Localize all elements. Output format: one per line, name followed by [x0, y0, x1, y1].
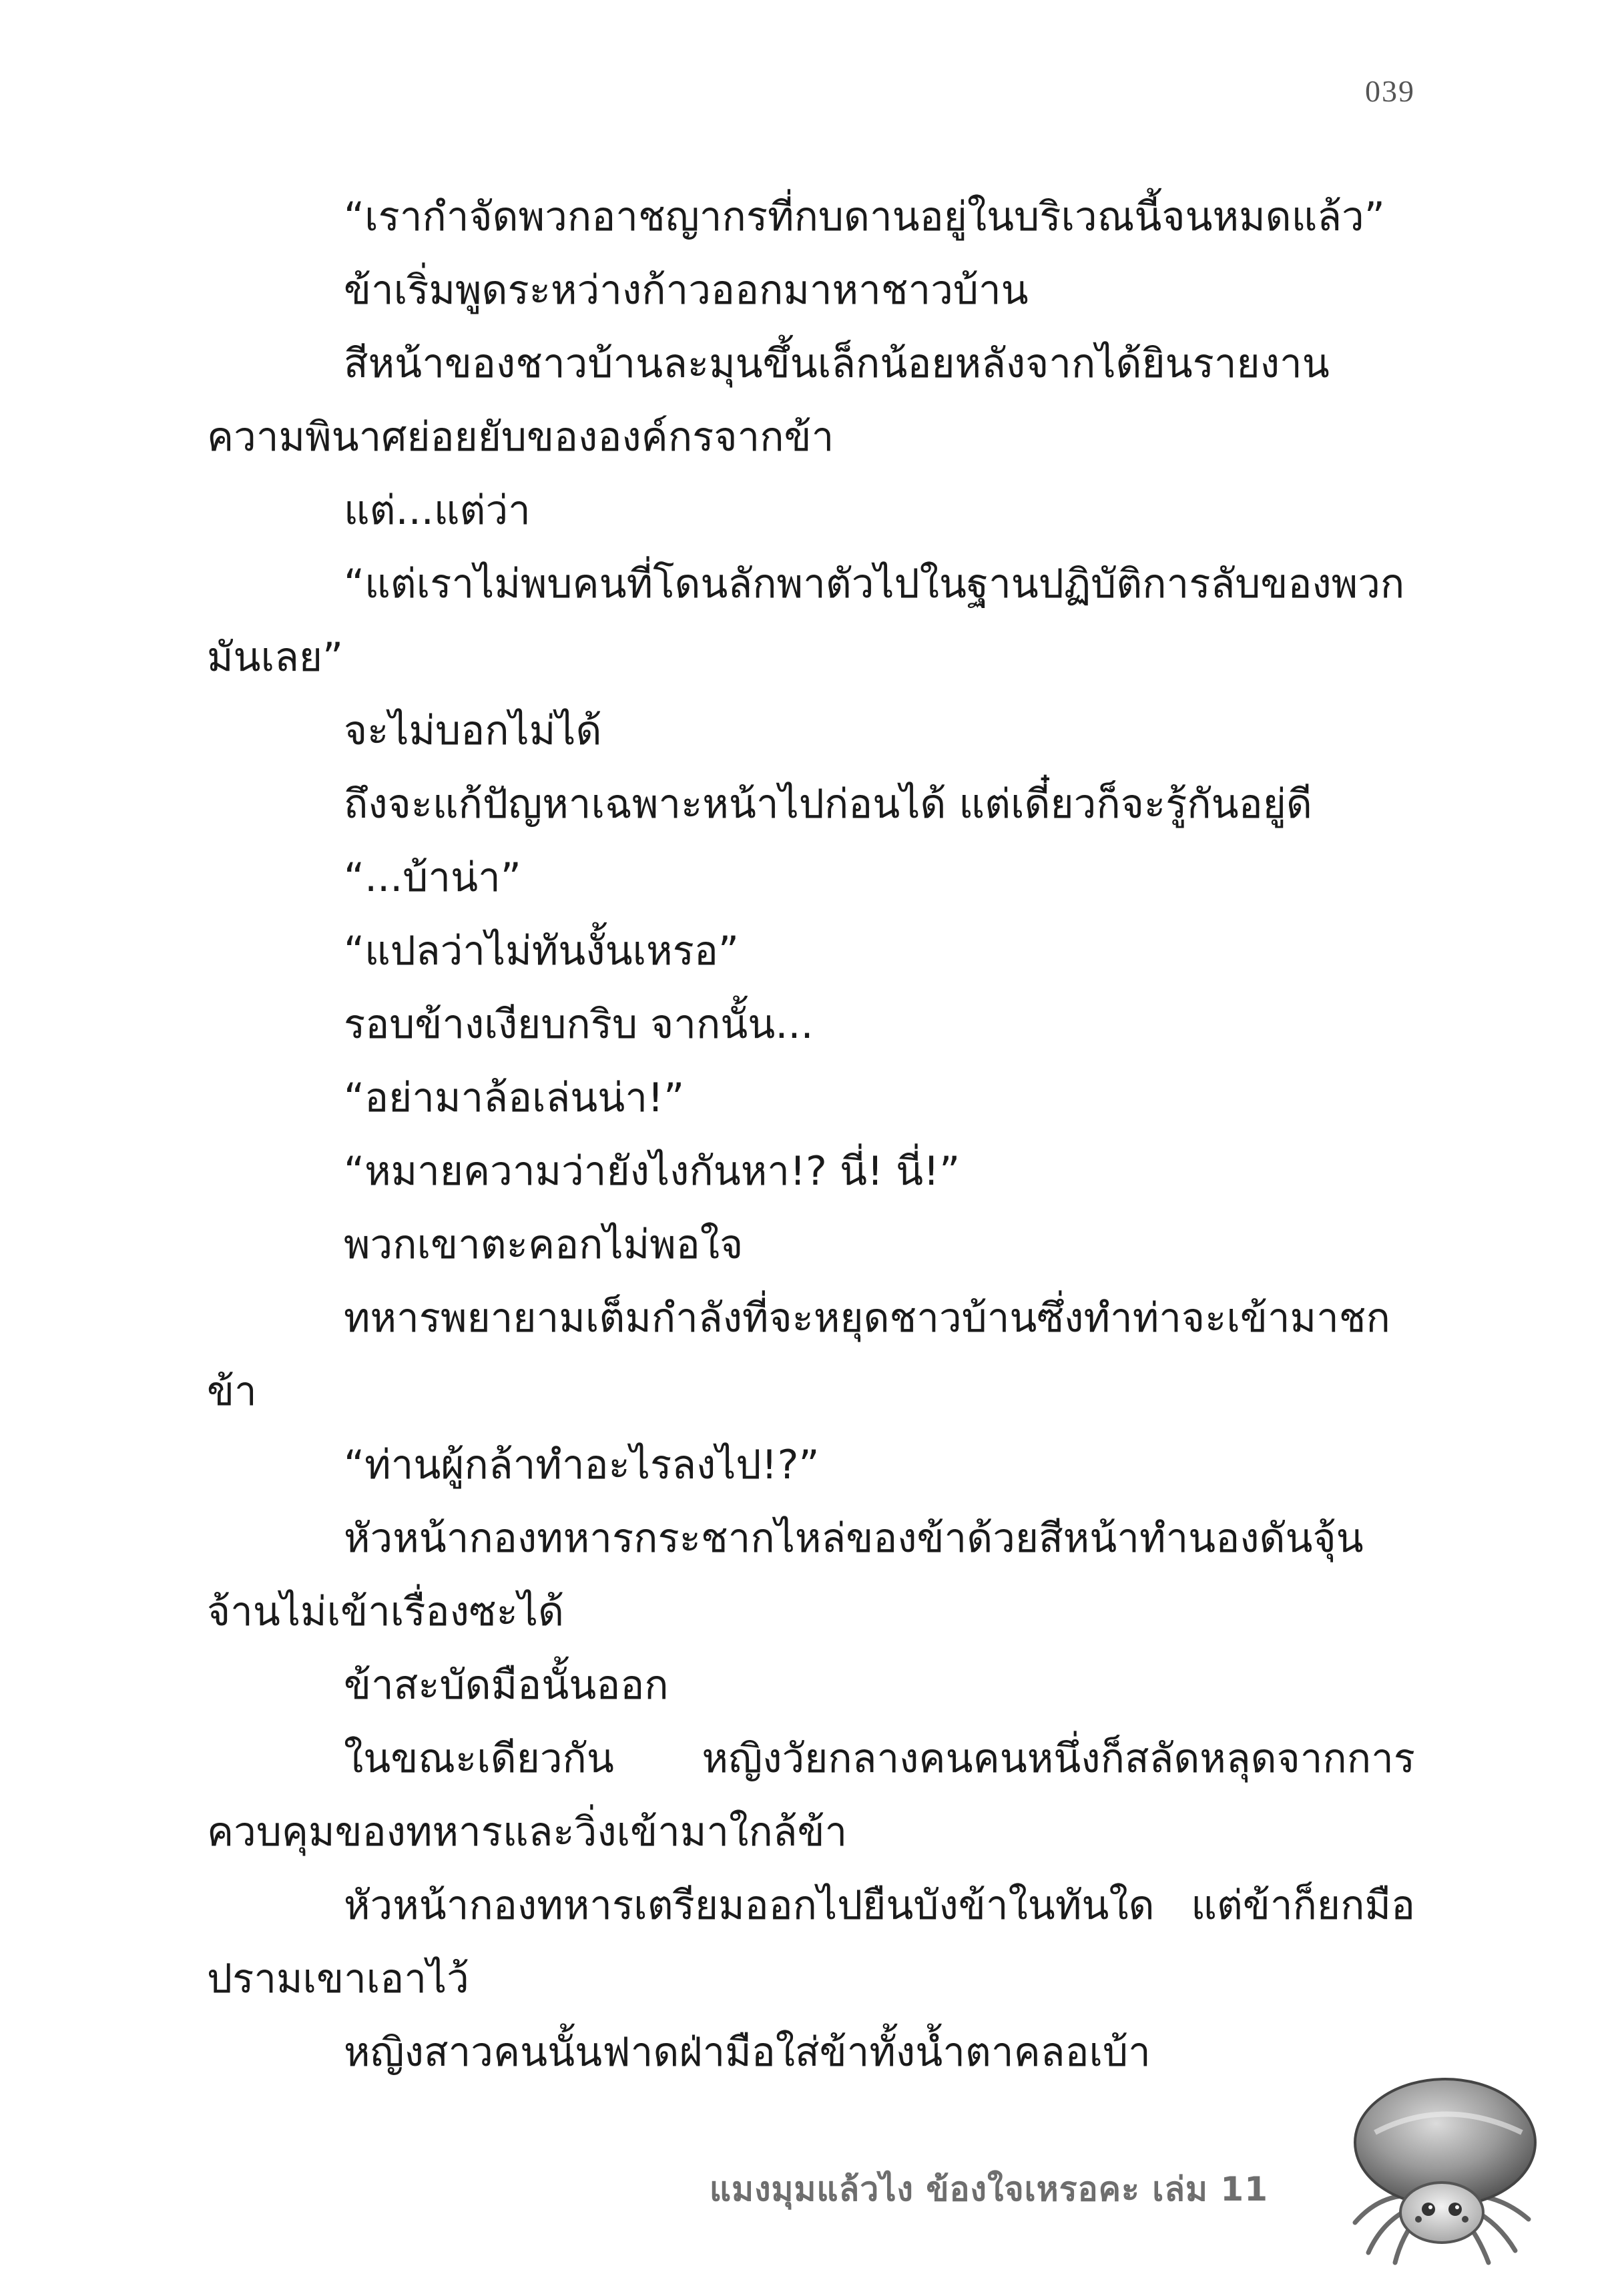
paragraph: “อย่ามาล้อเล่นน่า!”: [344, 1075, 685, 1121]
page-number: 039: [1365, 74, 1415, 108]
paragraph: “...บ้าน่า”: [344, 854, 521, 901]
paragraph: หัวหน้ากองทหารเตรียมออกไปยืนบังข้าในทันใด แต่ข้าก็ยกมือปรามเขาเอาไว้: [207, 1882, 1415, 2002]
paragraph: หญิงสาวคนนั้นฟาดฝ่ามือใส่ข้าทั้งน้ำตาคลอเบ้า: [344, 2029, 1151, 2076]
paragraph: ทหารพยายามเต็มกำลังที่จะหยุดชาวบ้านซึ่งทำท่าจะเข้ามาชกข้า: [207, 1295, 1390, 1415]
paragraph: พวกเขาตะคอกไม่พอใจ: [344, 1221, 744, 1268]
footer-book-title: แมงมุมแล้วไง ข้องใจเหรอคะ เล่ม 11: [709, 2170, 1268, 2209]
paragraph: “แปลว่าไม่ทันงั้นเหรอ”: [344, 928, 740, 974]
paragraph: “เรากำจัดพวกอาชญากรที่กบดานอยู่ในบริเวณนี้จนหมดแล้ว”: [344, 194, 1385, 240]
paragraph: จะไม่บอกไม่ได้: [344, 707, 602, 754]
paragraph: ข้าเริ่มพูดระหว่างก้าวออกมาหาชาวบ้าน: [344, 267, 1029, 314]
paragraph: แต่...แต่ว่า: [344, 487, 531, 534]
paragraph: “ท่านผู้กล้าทำอะไรลงไป!?”: [344, 1442, 820, 1488]
paragraph: หัวหน้ากองทหารกระชากไหล่ของข้าด้วยสีหน้าทำนองดันจุ้นจ้านไม่เข้าเรื่องซะได้: [207, 1515, 1364, 1635]
paragraph: ถึงจะแก้ปัญหาเฉพาะหน้าไปก่อนได้ แต่เดี๋ยวก็จะรู้กันอยู่ดี: [344, 781, 1312, 828]
paragraph: ในขณะเดียวกัน หญิงวัยกลางคนคนหนึ่งก็สลัดหลุดจากการควบคุมของทหารและวิ่งเข้ามาใกล้ข้า: [207, 1735, 1415, 1855]
paragraph: รอบข้างเงียบกริบ จากนั้น...: [344, 1001, 814, 1048]
paragraph: “แต่เราไม่พบคนที่โดนลักพาตัวไปในฐานปฏิบัติการลับของพวกมันเลย”: [207, 561, 1405, 681]
text-body: [207, 180, 1415, 2089]
paragraph: “หมายความว่ายังไงกันหา!? นี่! นี่!”: [344, 1148, 961, 1195]
spider-mascot-icon: [1328, 2069, 1555, 2269]
paragraph: สีหน้าของชาวบ้านละมุนขึ้นเล็กน้อยหลังจากได้ยินรายงานความพินาศย่อยยับขององค์กรจากข้า: [207, 340, 1330, 461]
paragraph: ข้าสะบัดมือนั้นออก: [344, 1662, 669, 1709]
